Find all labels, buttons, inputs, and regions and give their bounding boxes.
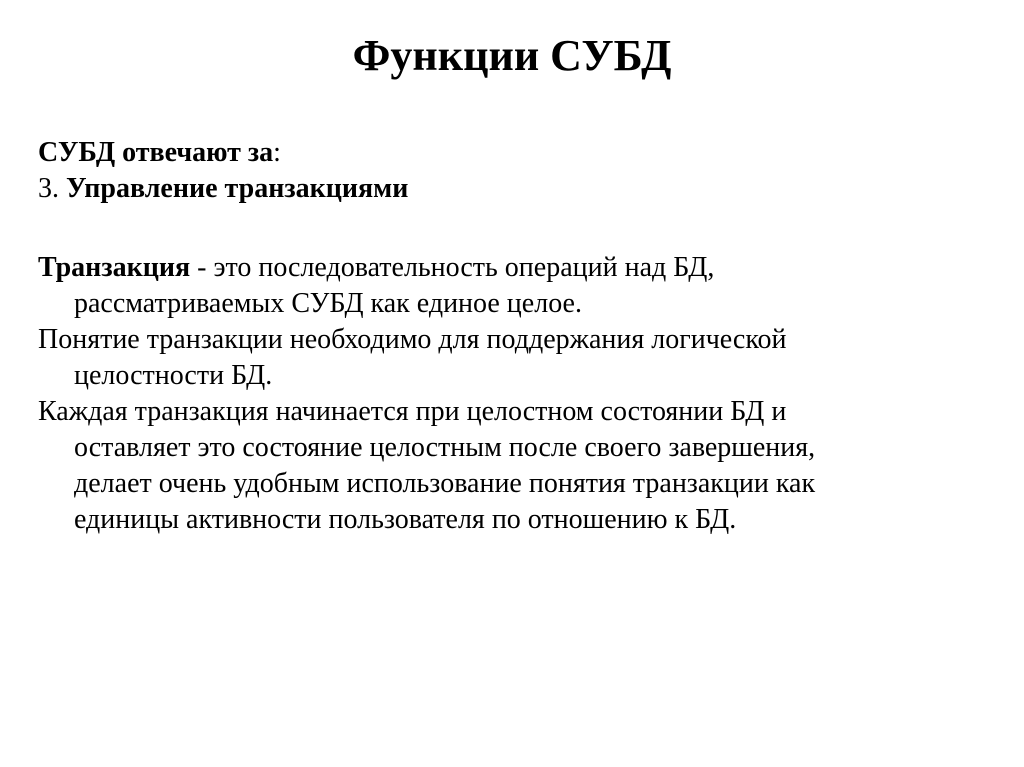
each-line-3: делает очень удобным использование понятия транзакции как — [74, 468, 816, 499]
each-line-1: Каждая транзакция начинается при целостном состоянии БД и — [38, 396, 787, 427]
definition-line-1 — [38, 250, 988, 286]
intro-item-number: 3. — [38, 173, 66, 204]
intro-lead-bold: СУБД отвечают за — [38, 137, 274, 168]
intro-item-bold: Управление транзакциями — [66, 173, 409, 204]
slide-body — [38, 135, 988, 538]
definition-term: Транзакция — [38, 252, 191, 283]
intro-lead — [38, 135, 988, 171]
each-line-2: оставляет это состояние целостным после своего завершения, — [74, 432, 816, 463]
paragraph-gap — [38, 207, 988, 250]
intro-lead-colon: : — [273, 137, 281, 168]
concept-line-1: Понятие транзакции необходимо для поддержания логической — [38, 324, 787, 355]
definition-line-2: рассматриваемых СУБД как единое целое. — [74, 288, 582, 319]
slide-title: Функции СУБД — [352, 31, 672, 80]
concept-line-2: целостности БД. — [74, 360, 273, 391]
intro-item — [38, 171, 988, 207]
definition-rest: - это последовательность операций над БД, — [190, 252, 715, 283]
each-line-4: единицы активности пользователя по отношению к БД. — [74, 504, 737, 535]
